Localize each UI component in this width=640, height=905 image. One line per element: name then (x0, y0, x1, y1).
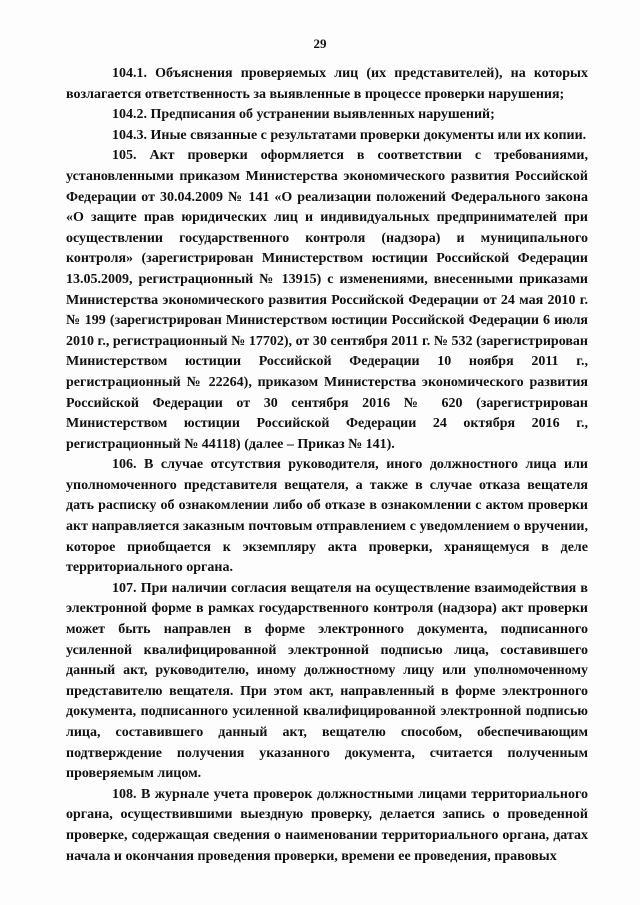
page-number: 29 (313, 36, 327, 51)
paragraph-108: 108. В журнале учета проверок должностными лицами территориального органа, осуществившими выездную проверку, делается запись о проведенной проверке, содержащая сведения о наименовании территориального органа, датах начала и окончания проведения проверки, времени ее проведения, правовых (66, 786, 588, 864)
paragraph-106: 106. В случае отсутствия руководителя, иного должностного лица или уполномоченного представителя вещателя, а также в случае отказа вещателя дать расписку об ознакомлении либо об отказе в ознакомлении с актом проверки акт направляется заказным почтовым отправлением с уведомлением о вручении, которое приобщается к экземпляру акта проверки, хранящемуся в деле территориального органа. (66, 457, 588, 576)
paragraph-107: 107. При наличии согласия вещателя на осуществление взаимодействия в электронной форме в рамках государственного контроля (надзора) акт проверки может быть направлен в форме электронного документа, подписанного усиленной квалифицированной электронной подписью лица, составившего данный акт, руководителю, иному должностному лицу или уполномоченному представителю вещателя. При этом акт, направленный в форме электронного документа, подписанного усиленной квалифицированной электронной подписью лица, составившего данный акт, вещателю способом, обеспечивающим подтверждение получения указанного документа, считается полученным проверяемым лицом. (66, 580, 588, 782)
paragraph-104-2: 104.2. Предписания об устранении выявленных нарушений; (112, 107, 495, 123)
paragraph-104-3: 104.3. Иные связанные с результатами проверки документы или их копии. (112, 127, 587, 143)
document-body (66, 64, 588, 867)
paragraph-104-1: 104.1. Объяснения проверяемых лиц (их представителей), на которых возлагается ответственность за выявленные в процессе проверки нарушения; (66, 66, 588, 102)
paragraph-105: 105. Акт проверки оформляется в соответствии с требованиями, установленными приказом Министерства экономического развития Российской Федерации от 30.04.2009 № 141 «О реализации положений Федерального закона «О защите прав юридических лиц и индивидуальных предпринимателей при осуществлении государственного контроля (надзора) и муниципального контроля» (зарегистрирован Министерством юстиции Российской Федерации 13.05.2009, регистрационный № 13915) с изменениями, внесенными приказами Министерства экономического развития Российской Федерации от 24 мая 2010 г. № 199 (зарегистрирован Министерством юстиции Российской Федерации 6 июля 2010 г., регистрационный № 17702), от 30 сентября 2011 г. № 532 (зарегистрирован Министерством юстиции Российской Федерации 10 ноября 2011 г., регистрационный № 22264), приказом Министерства экономического развития Российской Федерации от 30 сентября 2016 № 620 (зарегистрирован Министерством юстиции Российской Федерации 24 октября 2016 г., регистрационный № 44118) (далее – Приказ № 141). (66, 148, 588, 452)
